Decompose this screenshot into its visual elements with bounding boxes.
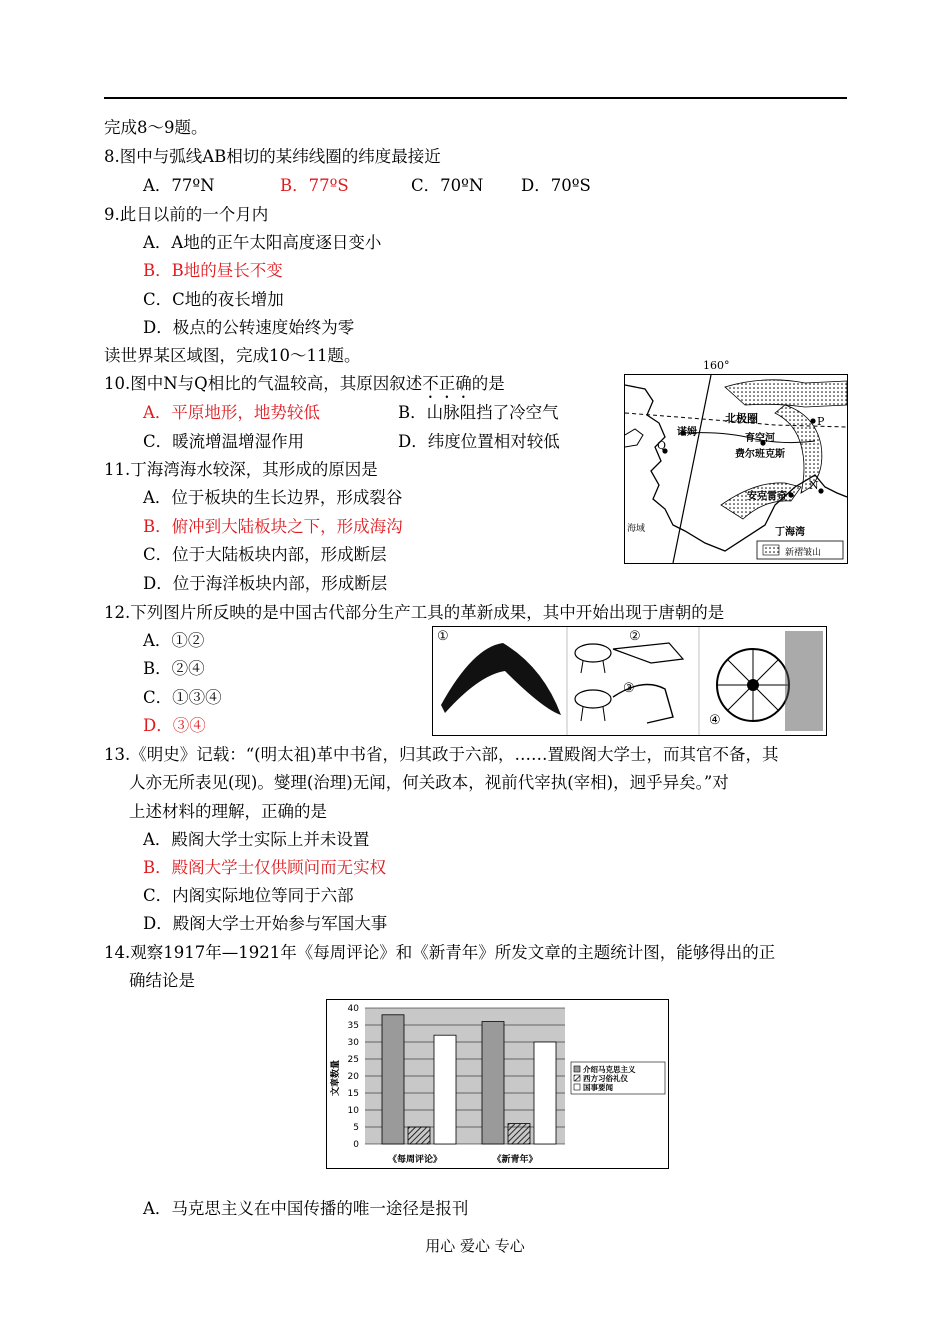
- header-rule: [104, 97, 847, 99]
- label-yukon: 育空河: [745, 433, 775, 444]
- q12-stem: 12.下列图片所反映的是中国古代部分生产工具的革新成果，其中开始出现于唐朝的是: [104, 603, 725, 622]
- chart-svg: [327, 1000, 668, 1168]
- q13-stem-line2: 人亦无所表见(现)。燮理(治理)无闻，何关政本，视前代宰执(宰相)，迥乎异矣。”对: [129, 773, 729, 792]
- legend-swatch: [574, 1075, 580, 1081]
- y-tick-label: 5: [353, 1123, 359, 1133]
- point-p: [810, 418, 815, 423]
- tool-3-ox: [575, 690, 611, 708]
- map-legend-label: 新褶皱山: [785, 548, 822, 558]
- q11-option-d: D．位于海洋板块内部，形成断层: [143, 574, 388, 593]
- bar: [482, 1022, 504, 1144]
- q13-option-b: B．殿阁大学士仅供顾问而无实权: [143, 858, 387, 877]
- label-fairbanks: 费尔班克斯: [735, 449, 785, 460]
- q11-option-b: B．俯冲到大陆板块之下，形成海沟: [143, 517, 403, 536]
- legend-label: 介绍马克思主义: [583, 1065, 636, 1074]
- q8-option-d: D．70ºS: [521, 176, 591, 195]
- label-anchorage: 安克雷奇: [747, 491, 787, 502]
- q9-option-d: D．极点的公转速度始终为零: [143, 318, 355, 337]
- tool-2-ox: [575, 644, 611, 662]
- tool-2-ox-leg: [581, 661, 583, 673]
- arctic-circle-label: 北极圈: [725, 412, 758, 425]
- point-n: [818, 488, 823, 493]
- label-nome: 诺姆: [677, 427, 697, 438]
- legend-swatch: [574, 1084, 580, 1090]
- region-map: [624, 359, 848, 564]
- y-tick-label: 20: [347, 1072, 359, 1082]
- q10-option-d: D．纬度位置相对较低: [398, 432, 560, 451]
- q11-stem: 11.丁海湾海水较深，其形成的原因是: [104, 460, 378, 479]
- q12-option-a: A．①②: [143, 631, 205, 650]
- y-tick-label: 25: [347, 1055, 359, 1065]
- q12-option-c: C．①③④: [143, 688, 222, 707]
- q13-stem-line3: 上述材料的理解，正确的是: [129, 802, 327, 821]
- tool-num-4: ④: [709, 713, 721, 728]
- q14-stem-line2: 确结论是: [129, 971, 195, 990]
- q8-option-c: C．70ºN: [411, 176, 484, 195]
- q8-option-a: A．77ºN: [143, 176, 215, 195]
- bar: [534, 1042, 556, 1144]
- northern-range: [725, 380, 847, 407]
- legend-swatch: [574, 1066, 580, 1072]
- x-tick-label: 《新青年》: [492, 1155, 538, 1165]
- map-legend-swatch: [763, 545, 779, 555]
- x-tick-label: 《每周评论》: [387, 1155, 443, 1165]
- q13-option-a: A．殿阁大学士实际上并未设置: [143, 830, 370, 849]
- y-tick-label: 40: [347, 1004, 359, 1014]
- q13-option-c: C．内阁实际地位等同于六部: [143, 886, 354, 905]
- tools-figure: [432, 626, 827, 736]
- tool-3-ox-leg2: [603, 707, 605, 721]
- tool-2-ox-leg2: [603, 661, 605, 673]
- y-tick-label: 0: [353, 1140, 359, 1150]
- article-theme-chart: [326, 999, 669, 1169]
- label-p: P: [817, 415, 825, 428]
- y-tick-label: 35: [347, 1021, 359, 1031]
- bar: [382, 1015, 404, 1144]
- bar: [408, 1127, 430, 1144]
- legend-label: 国事要闻: [583, 1083, 613, 1092]
- tool-num-2: ②: [629, 629, 641, 644]
- q14-option-a: A．马克思主义在中国传播的唯一途径是报刊: [143, 1199, 469, 1218]
- tool-2-plough: [613, 643, 683, 663]
- y-tick-label: 30: [347, 1038, 359, 1048]
- q9-option-a: A．A地的正午太阳高度逐日变小: [143, 233, 382, 252]
- q11-option-c: C．位于大陆板块内部，形成断层: [143, 545, 387, 564]
- lon-label: 160°: [703, 359, 730, 372]
- tool-3-plough: [613, 685, 673, 724]
- y-tick-label: 15: [347, 1089, 359, 1099]
- q9-option-b: B．B地的昼长不变: [143, 261, 283, 280]
- q14-stem-line1: 14.观察1917年—1921年《每周评论》和《新青年》所发文章的主题统计图，能够得出的正: [104, 943, 776, 962]
- tool-3-ox-leg: [581, 707, 583, 721]
- q13-option-d: D．殿阁大学士开始参与军国大事: [143, 914, 388, 933]
- intro-line: 完成8～9题。: [104, 118, 208, 137]
- bar: [508, 1124, 530, 1144]
- read-map-line: 读世界某区域图，完成10～11题。: [104, 346, 361, 365]
- label-n: N: [809, 479, 819, 492]
- q8-option-b: B．77ºS: [280, 176, 349, 195]
- q10-option-b: B．山脉阻挡了冷空气: [398, 403, 559, 422]
- coast-detail: [625, 429, 643, 447]
- region-map-drawing: [625, 375, 847, 563]
- tool-4-scenery: [785, 631, 823, 731]
- label-sea: 海域: [627, 524, 646, 534]
- q12-option-b: B．②④: [143, 659, 205, 678]
- chart-ylabel: 文章数量: [331, 1059, 341, 1097]
- legend-label: 西方习俗礼仪: [583, 1074, 628, 1083]
- q10-option-a: A．平原地形，地势较低: [143, 403, 320, 422]
- q9-option-c: C．C地的夜长增加: [143, 290, 284, 309]
- label-q: Q: [657, 439, 667, 452]
- y-tick-label: 10: [347, 1106, 359, 1116]
- q13-stem-line1: 13.《明史》记载：“(明太祖)革中书省，归其政于六部，……置殿阁大学士，而其官不备，其: [104, 745, 779, 764]
- bar: [434, 1035, 456, 1144]
- q10-stem: [104, 374, 505, 402]
- tool-num-1: ①: [437, 629, 449, 644]
- q9-stem: 9.此日以前的一个月内: [104, 205, 269, 224]
- q10-option-c: C．暖流增温增湿作用: [143, 432, 305, 451]
- q12-option-d: D．③④: [143, 716, 206, 735]
- page-footer: 用心 爱心 专心: [425, 1237, 525, 1255]
- label-dinghai-bay: 丁海湾: [775, 527, 805, 538]
- q10-stem-pre: 10.图中N与Q相比的气温较高，其原因叙述: [104, 374, 423, 393]
- q11-option-a: A．位于板块的生长边界，形成裂谷: [143, 488, 403, 507]
- tool-1-blade: [441, 643, 561, 715]
- tool-num-3: ③: [623, 681, 635, 696]
- city-anchorage: [788, 492, 793, 497]
- q10-emphasis: 不正确: [422, 374, 472, 393]
- q8-stem: 8.图中与弧线AB相切的某纬线圈的纬度最接近: [104, 147, 441, 166]
- q10-stem-post: 的是: [471, 374, 505, 393]
